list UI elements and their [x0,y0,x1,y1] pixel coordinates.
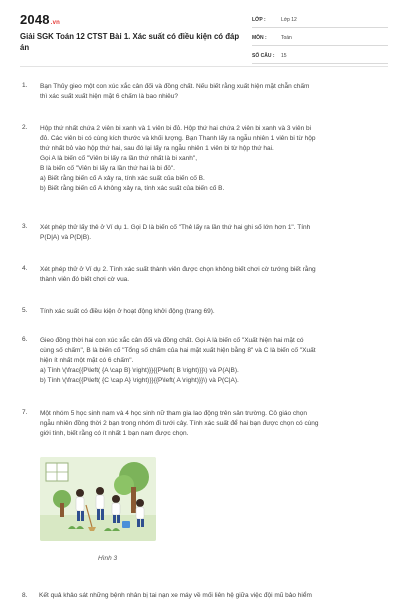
document-header [0,0,400,64]
question-number: 1. [22,82,28,89]
question-line: Gieo đồng thời hai con xúc xắc cân đối và đồng chất. Gọi A là biến cố "Xuất hiện hai mặt có [40,337,304,344]
question-line: b) Biết rằng biến cố A không xảy ra, tính xác suất của biến cố B. [40,185,225,192]
meta-label: LỚP : [252,17,266,23]
question-line: Bạn Thủy gieo một con xúc xắc cân đối và đồng chất. Nếu biết rằng xuất hiện mặt chẵn chấm [40,83,310,90]
meta-label: MÔN : [252,35,267,41]
question-text [40,265,386,285]
header-divider [20,66,388,67]
meta-label: SỐ CÂU : [252,53,275,59]
question-line: giới tính, biết rằng có ít nhất 1 bạn nam được chọn. [40,430,189,437]
question-line: cùng số chấm", B là biến cố "Tổng số chấm của hai mặt xuất hiện bằng 8" và C là biến cố "Xuất [40,347,316,354]
logo-text: 2048 [20,12,50,27]
question-line: thành viên đó biết chơi cờ vua. [40,276,130,283]
site-logo[interactable] [20,12,60,27]
question-line: Gọi A là biến cố "Viên bi lấy ra lần thứ nhất là bi xanh", [40,155,197,162]
question-line: ngẫu nhiên đồng thời 2 bạn trong nhóm đi tưới cây. Tính xác suất để hai bạn được chọn có cùng [40,420,319,427]
question-line: Tính xác suất có điều kiện ở hoạt động khởi động (trang 69). [40,308,215,315]
meta-value: Lớp 12 [281,17,297,23]
students-working-illustration [40,457,156,541]
meta-row-count [252,49,388,64]
title-line-1: Giải SGK Toán 12 CTST Bài 1. Xác suất có điều kiện có đáp [20,32,240,41]
page-title [20,31,248,53]
question-line: Xét phép thử ở Ví dụ 2. Tính xác suất thành viên được chọn không biết chơi cờ tướng biết rằng [40,266,316,273]
meta-row-subject [252,31,388,46]
question-number: 5. [22,307,28,314]
meta-value: Toán [281,35,292,41]
question-text [40,307,386,317]
figure-caption: Hình 3 [98,555,118,562]
question-line: a) Biết rằng biến cố A xảy ra, tính xác suất của biến cố B. [40,175,205,182]
question-line: đỏ. Các viên bi có cùng kích thước và khối lượng. Bạn Thanh lấy ra ngẫu nhiên 1 viên bi từ hộp [40,135,316,142]
question-line: b) Tính \(\frac{{P\left( {C \cap A} \right)}}{{P\left( A \right)}}\) và P(C|A). [40,377,239,384]
illustration-figure [40,457,156,541]
question-line: Hộp thứ nhất chứa 2 viên bi xanh và 1 viên bi đỏ. Hộp thứ hai chứa 2 viên bi xanh và 3 viên bi [40,125,312,132]
question-text [40,336,386,386]
question-number: 6. [22,336,28,343]
metadata-panel [252,13,388,64]
title-line-2: án [20,43,30,52]
question-number: 3. [22,223,28,230]
question-line: Một nhóm 5 học sinh nam và 4 học sinh nữ tham gia lao động trên sân trường. Cô giáo chọn [40,410,307,417]
question-line: hiện ít nhất một mặt có 6 chấm". [40,357,134,364]
question-line: thứ nhất bỏ vào hộp thứ hai, sau đó lại lấy ra ngẫu nhiên 1 viên bi từ hộp thứ hai. [40,145,274,152]
question-text [40,223,386,243]
question-number: 4. [22,265,28,272]
question-8-partial [22,592,312,599]
question-line: B là biến cố "Viên bi lấy ra lần thứ hai là bi đỏ". [40,165,175,172]
question-text: Kết quả khảo sát những bệnh nhân bị tai nạn xe máy về mối liên hệ giữa việc đội mũ bảo hiểm [39,592,312,599]
question-line: P(D|A) và P(D|B). [40,234,92,241]
logo-suffix: .vn [50,20,61,26]
question-text [40,409,386,439]
question-text [40,124,386,194]
meta-row-grade [252,13,388,28]
question-number: 7. [22,409,28,416]
question-number: 8. [22,592,28,599]
meta-value: 15 [281,53,287,59]
question-line: a) Tính \(\frac{{P\left( {A \cap B} \right)}}{{P\left( B \right)}}\) và P(A|B). [40,367,239,374]
question-number: 2. [22,124,28,131]
question-line: Xét phép thử lấy thẻ ở Ví dụ 1. Gọi D là biến cố "Thẻ lấy ra lần thứ hai ghi số lớn hơn 1". Tính [40,224,311,231]
question-line: thì xác suất xuất hiện mặt 6 chấm là bao nhiêu? [40,93,179,100]
question-text [40,82,386,102]
